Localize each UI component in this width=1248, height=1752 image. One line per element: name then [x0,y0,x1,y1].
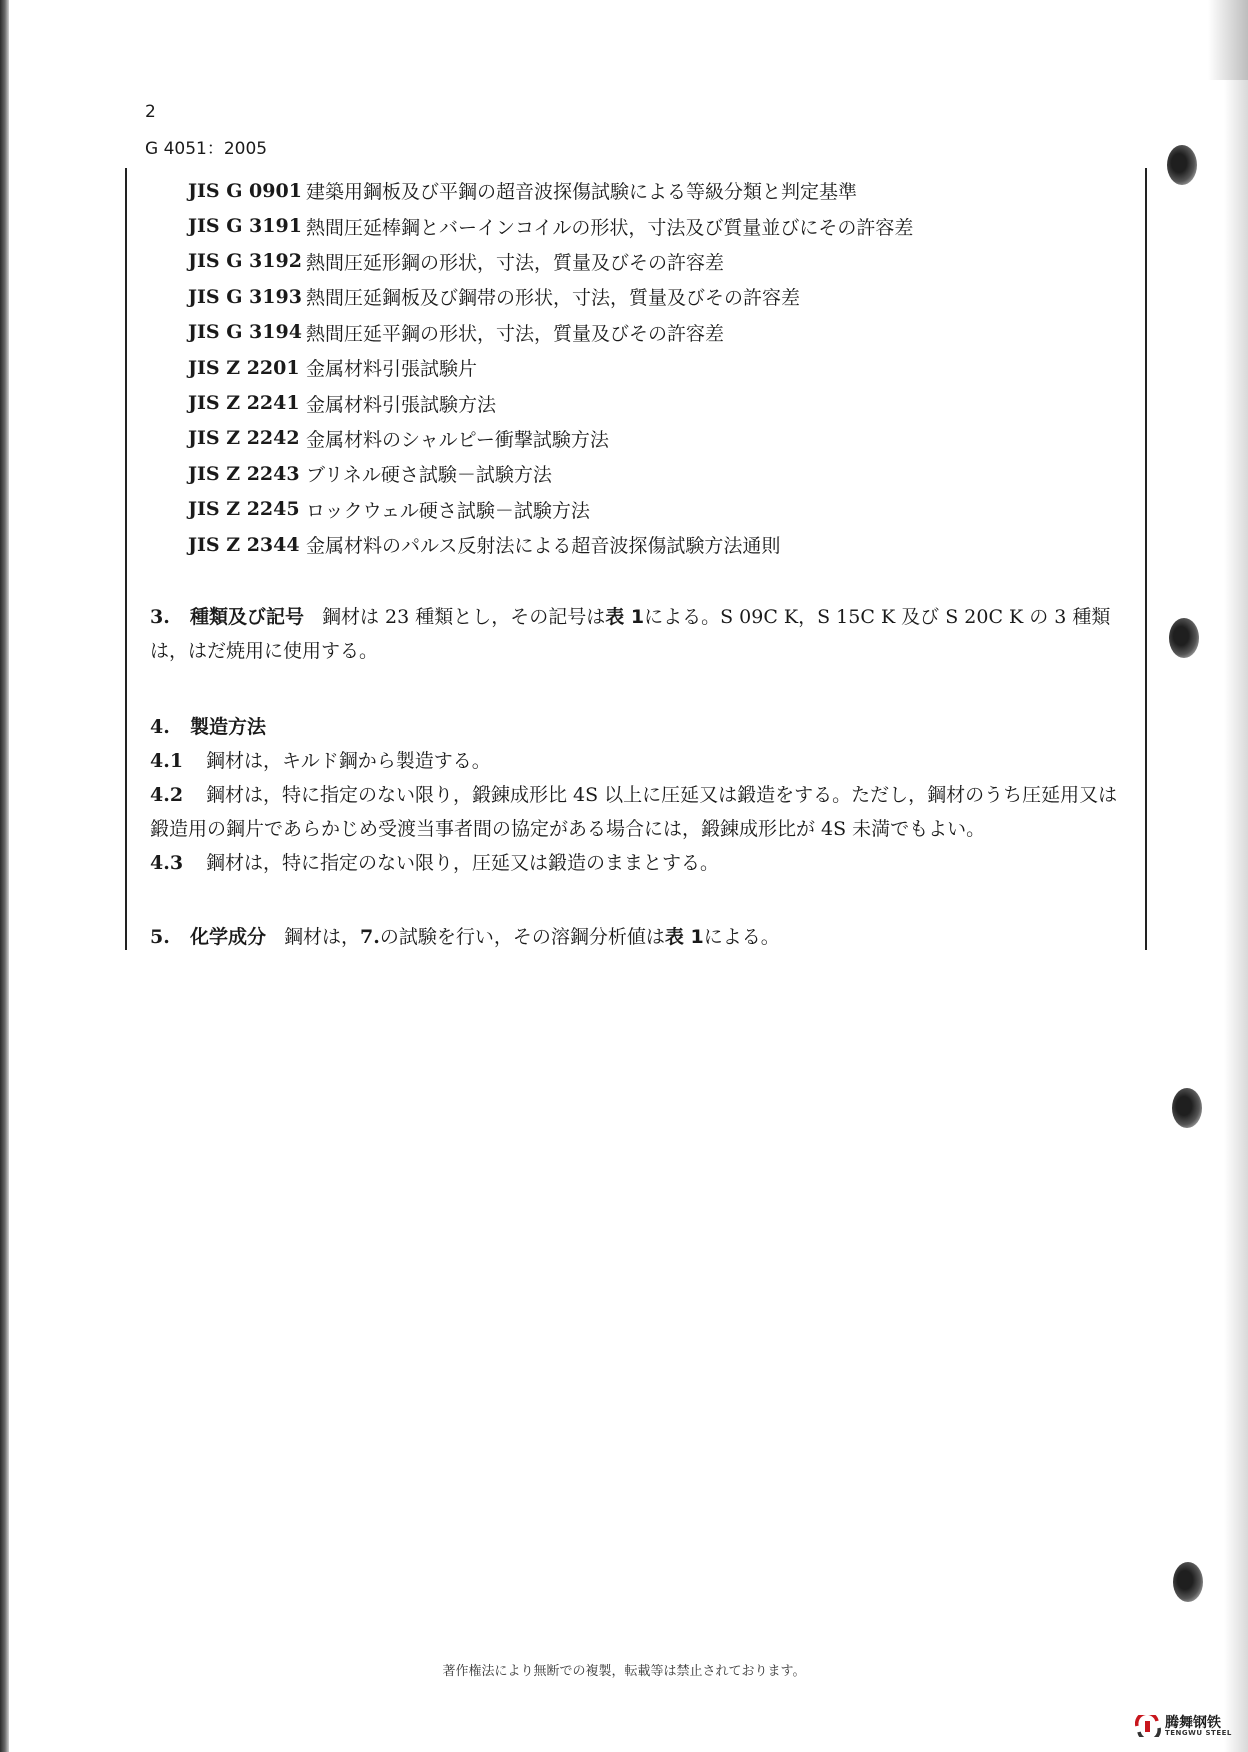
section-text: 鋼材は， [284,926,361,948]
reference-item [188,244,1138,279]
section-text: の試験を行い，その溶鋼分析値は [379,926,665,948]
logo-mark-icon [1135,1715,1161,1737]
revision-bar-right [1145,168,1147,950]
reference-title: 熱間圧延棒鋼とバーインコイルの形状，寸法及び質量並びにその許容差 [306,216,914,239]
punch-hole [1173,1562,1203,1602]
reference-title: ブリネル硬さ試験－試験方法 [306,464,552,487]
logo-name-cn: 腾舞钢铁 [1165,1714,1221,1731]
reference-code: JIS Z 2243 [188,462,300,485]
reference-item [188,492,1138,527]
page-number: 2 [145,102,156,122]
clause-text: 鋼材は，特に指定のない限り，鍛錬成形比 4S 以上に圧延又は鍛造をする。ただし，鋼材のうち圧延用又は鍛造用の鋼片であらかじめ受渡当事者間の協定がある場合には，鍛錬成形比が 4S 未満でもよい。 [150,784,1118,840]
table-reference: 表 1 [605,606,645,628]
reference-title: 熱間圧延平鋼の形状，寸法，質量及びその許容差 [306,322,725,345]
section-number: 5. [150,926,170,948]
reference-code: JIS Z 2245 [188,498,300,521]
reference-item [188,208,1138,243]
section-heading-row [150,710,1127,744]
section-number: 3. [150,606,170,628]
clause-4-2 [150,778,1127,846]
reference-title: 熱間圧延鋼板及び鋼帯の形状，寸法，質量及びその許容差 [306,287,801,310]
clause-text: 鋼材は，キルド鋼から製造する。 [206,750,491,772]
reference-title: 建築用鋼板及び平鋼の超音波探傷試験による等級分類と判定基準 [306,181,858,204]
clause-number: 4.2 [150,784,184,806]
reference-item [188,456,1138,491]
reference-code: JIS G 3193 [188,285,302,308]
section-heading: 種類及び記号 [190,606,305,628]
reference-code: JIS G 3194 [188,321,302,344]
table-reference: 表 1 [664,926,704,948]
scan-shadow-right [1224,80,1248,1752]
section-heading: 化学成分 [190,926,267,948]
clause-number: 4.1 [150,750,184,772]
reference-code: JIS G 3191 [188,215,302,238]
clause-number: 4.3 [150,852,184,874]
reference-title: 熱間圧延形鋼の形状，寸法，質量及びその許容差 [306,251,725,274]
punch-hole [1172,1088,1202,1128]
watermark-logo [1135,1715,1232,1737]
reference-code: JIS G 3192 [188,250,302,273]
reference-item [188,385,1138,420]
clause-4-1 [150,744,1127,778]
clause-4-3 [150,846,1127,880]
reference-code: JIS G 0901 [188,179,302,202]
section-heading: 製造方法 [190,716,267,738]
reference-title: 金属材料のパルス反射法による超音波探傷試験方法通則 [306,535,781,558]
section-text: による。 [703,926,780,948]
logo-name-en: TENGWU STEEL [1165,1728,1232,1737]
section-number: 4. [150,716,170,738]
reference-title: 金属材料引張試験片 [306,358,478,381]
reference-code: JIS Z 2241 [188,392,300,415]
section-5 [150,920,1127,954]
reference-item [188,350,1138,385]
clause-reference: 7. [360,926,380,948]
reference-item [188,315,1138,350]
reference-code: JIS Z 2344 [188,533,300,556]
punch-hole [1167,145,1197,185]
reference-title: ロックウェル硬さ試験－試験方法 [306,499,590,522]
reference-item [188,173,1138,208]
reference-title: 金属材料のシャルピー衝撃試験方法 [306,428,609,451]
reference-item [188,421,1138,456]
clause-text: 鋼材は，特に指定のない限り，圧延又は鍛造のままとする。 [206,852,720,874]
reference-code: JIS Z 2201 [188,356,300,379]
scan-shadow-left [0,0,9,1752]
scan-shadow-top-right [1208,0,1248,80]
section-4 [150,710,1127,880]
reference-title: 金属材料引張試験方法 [306,393,497,416]
revision-bar-left [125,168,127,950]
reference-code: JIS Z 2242 [188,427,300,450]
section-text: による。S 09C K，S 15C K 及び S 20C K の 3 種類は，はだ焼用に使用する。 [150,606,1111,662]
reference-list [188,173,1138,562]
reference-item [188,527,1138,562]
standard-id: G 4051：2005 [145,139,268,159]
reference-item [188,279,1138,314]
section-3 [150,600,1127,668]
section-text: 鋼材は 23 種類とし，その記号は [322,606,606,628]
copyright-notice: 著作権法により無断での複製，転載等は禁止されております。 [442,1664,806,1679]
punch-hole [1169,618,1199,658]
